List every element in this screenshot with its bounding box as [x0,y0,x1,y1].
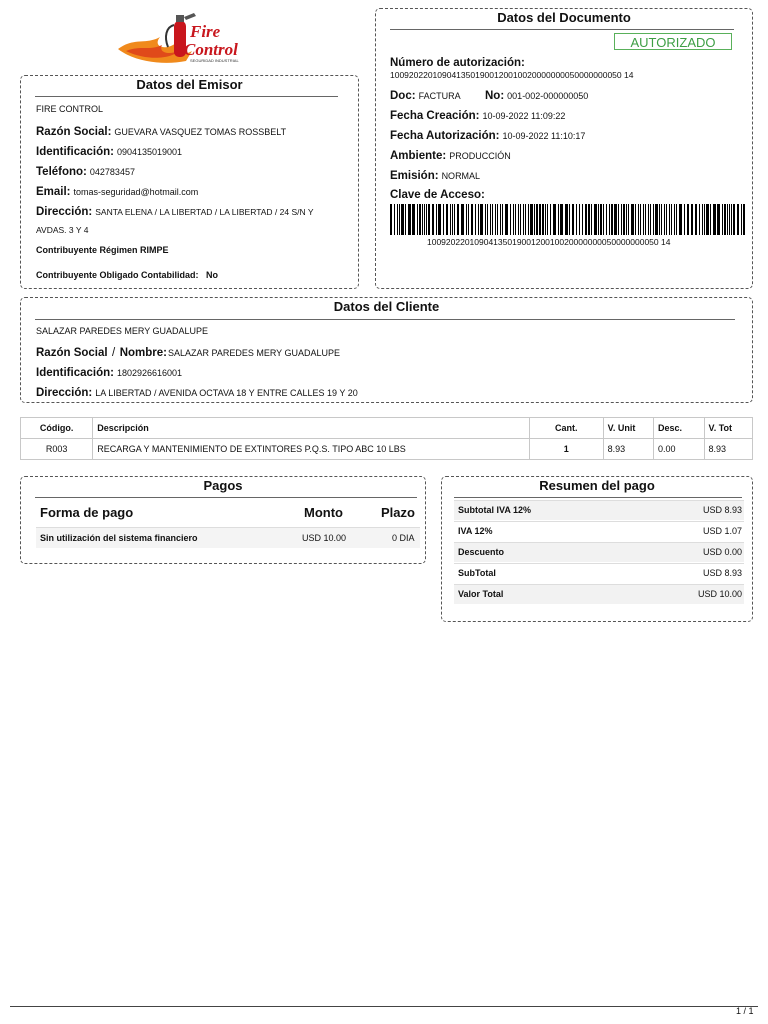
page-footer-divider [10,1006,758,1007]
client-name-label: Nombre: [119,347,167,359]
created-date-field [390,106,565,124]
issuer-phone-label: Teléfono: [36,166,87,178]
divider [35,96,338,97]
client-panel-title: Datos del Cliente [333,299,440,314]
created-date-label: Fecha Creación: [390,110,480,122]
col-unit-price: V. Unit [603,418,653,439]
client-business-name-label: Razón Social [36,347,108,359]
doc-number-value: 001-002-000000050 [507,91,589,101]
company-logo [116,7,262,67]
authorized-date-value: 10-09-2022 11:10:17 [502,131,586,141]
item-description: RECARGA Y MANTENIMIENTO DE EXTINTORES P.Q.S. TIPO ABC 10 LBS [93,439,530,460]
payment-term-value: 0 DIA [392,533,415,543]
issuer-panel-title: Datos del Emisor [136,77,243,92]
document-panel-title: Datos del Documento [497,10,631,25]
divider [454,497,742,498]
summary-value: USD 10.00 [697,589,742,599]
issuer-accounting-value: No [205,270,218,280]
summary-row [454,521,744,541]
auth-number-label: Número de autorización: [390,57,525,69]
fire-extinguisher-logo-icon [116,7,262,67]
summary-value: USD 8.93 [702,505,742,515]
svg-text:Control: Control [184,40,238,59]
client-id-label: Identificación: [36,367,114,379]
issuer-id-label: Identificación: [36,146,114,158]
access-key-label: Clave de Acceso: [390,189,485,201]
summary-label: SubTotal [458,568,496,578]
col-code: Código. [21,418,93,439]
authorized-date-field [390,126,585,144]
summary-row [454,542,744,562]
auth-number-value: 1009202201090413501900120010020000000050000000050 14 [390,70,634,80]
table-row [36,527,420,548]
doc-type-value: FACTURA [418,91,461,101]
divider [35,319,735,320]
access-key-barcode [390,204,745,235]
issuer-business-name-label: Razón Social: [36,126,112,138]
issuer-accounting-label: Contribuyente Obligado Contabilidad: [36,270,199,280]
status-badge: AUTORIZADO [614,33,732,50]
issuer-email-field [36,182,198,200]
svg-text:Fire: Fire [190,22,221,41]
payment-summary-title: Resumen del pago [539,478,655,493]
issuer-accounting-field [36,265,218,283]
summary-value: USD 8.93 [702,568,742,578]
divider [35,497,417,498]
payments-panel-title: Pagos [203,478,243,493]
environment-field [390,146,511,164]
client-id-field [36,363,182,381]
client-address-value: LA LIBERTAD / AVENIDA OCTAVA 18 Y ENTRE CALLES 19 Y 20 [95,388,358,398]
issuer-name: FIRE CONTROL [36,104,104,114]
issuer-phone-value: 042783457 [89,167,135,177]
items-table-header [21,418,753,439]
summary-label: Descuento [458,547,505,557]
issuer-email-value: tomas-seguridad@hotmail.com [73,187,199,197]
doc-number-field [485,86,588,104]
page-number: 1 / 1 [736,1006,754,1016]
payment-method-value: Sin utilización del sistema financiero [40,533,198,543]
access-key-field [390,185,485,203]
doc-type-label: Doc: [390,90,416,102]
payment-amount-header: Monto [304,505,343,520]
col-description: Descripción [93,418,530,439]
item-total: 8.93 [704,439,752,460]
summary-row [454,500,744,520]
svg-text:SEGURIDAD INDUSTRIAL: SEGURIDAD INDUSTRIAL [190,58,239,63]
issuer-phone-field [36,162,135,180]
item-code: R003 [21,439,93,460]
emission-value: NORMAL [441,171,481,181]
payment-term-header: Plazo [381,505,415,520]
payment-method-header: Forma de pago [40,505,134,520]
summary-row [454,563,744,583]
summary-row-total [454,584,744,604]
col-discount: Desc. [654,418,705,439]
client-address-label: Dirección: [36,387,93,399]
issuer-id-value: 0904135019001 [116,147,183,157]
issuer-address-value-cont: AVDAS. 3 Y 4 [36,225,89,235]
issuer-address-field [36,202,314,220]
authorized-date-label: Fecha Autorización: [390,130,500,142]
item-unit-price: 8.93 [603,439,653,460]
payment-amount-value: USD 10.00 [302,533,347,543]
issuer-id-field [36,142,182,160]
summary-label: Subtotal IVA 12% [458,505,532,515]
items-table [20,417,753,460]
created-date-value: 10-09-2022 11:09:22 [482,111,566,121]
divider [390,29,734,30]
payments-panel [20,476,426,564]
client-id-value: 1802926616001 [116,368,183,378]
doc-type-field [390,86,461,104]
emission-field [390,166,480,184]
item-discount: 0.00 [654,439,705,460]
auth-number-field [390,53,525,71]
client-name: SALAZAR PAREDES MERY GUADALUPE [36,326,209,336]
col-total: V. Tot [704,418,752,439]
summary-label: IVA 12% [458,526,493,536]
col-quantity: Cant. [529,418,603,439]
client-business-name-field [36,343,340,361]
issuer-email-label: Email: [36,186,71,198]
issuer-business-name-value: GUEVARA VASQUEZ TOMAS ROSSBELT [114,127,287,137]
client-label-separator: / [112,347,116,359]
emission-label: Emisión: [390,170,439,182]
table-row [21,439,753,460]
client-address-field [36,383,358,401]
issuer-address-value: SANTA ELENA / LA LIBERTAD / LA LIBERTAD / 24 S/N Y [95,207,314,217]
item-quantity: 1 [529,439,603,460]
doc-number-label: No: [485,90,505,102]
issuer-regimen: Contribuyente Régimen RIMPE [36,245,169,255]
environment-label: Ambiente: [390,150,447,162]
summary-label: Valor Total [458,589,504,599]
summary-value: USD 1.07 [702,526,742,536]
environment-value: PRODUCCIÓN [449,151,511,161]
client-business-name-value: SALAZAR PAREDES MERY GUADALUPE [167,348,341,358]
issuer-business-name-field [36,122,286,140]
summary-value: USD 0.00 [702,547,742,557]
issuer-address-label: Dirección: [36,206,93,218]
access-key-value: 1009202201090413501900120010020000000050000000050 14 [427,237,671,247]
